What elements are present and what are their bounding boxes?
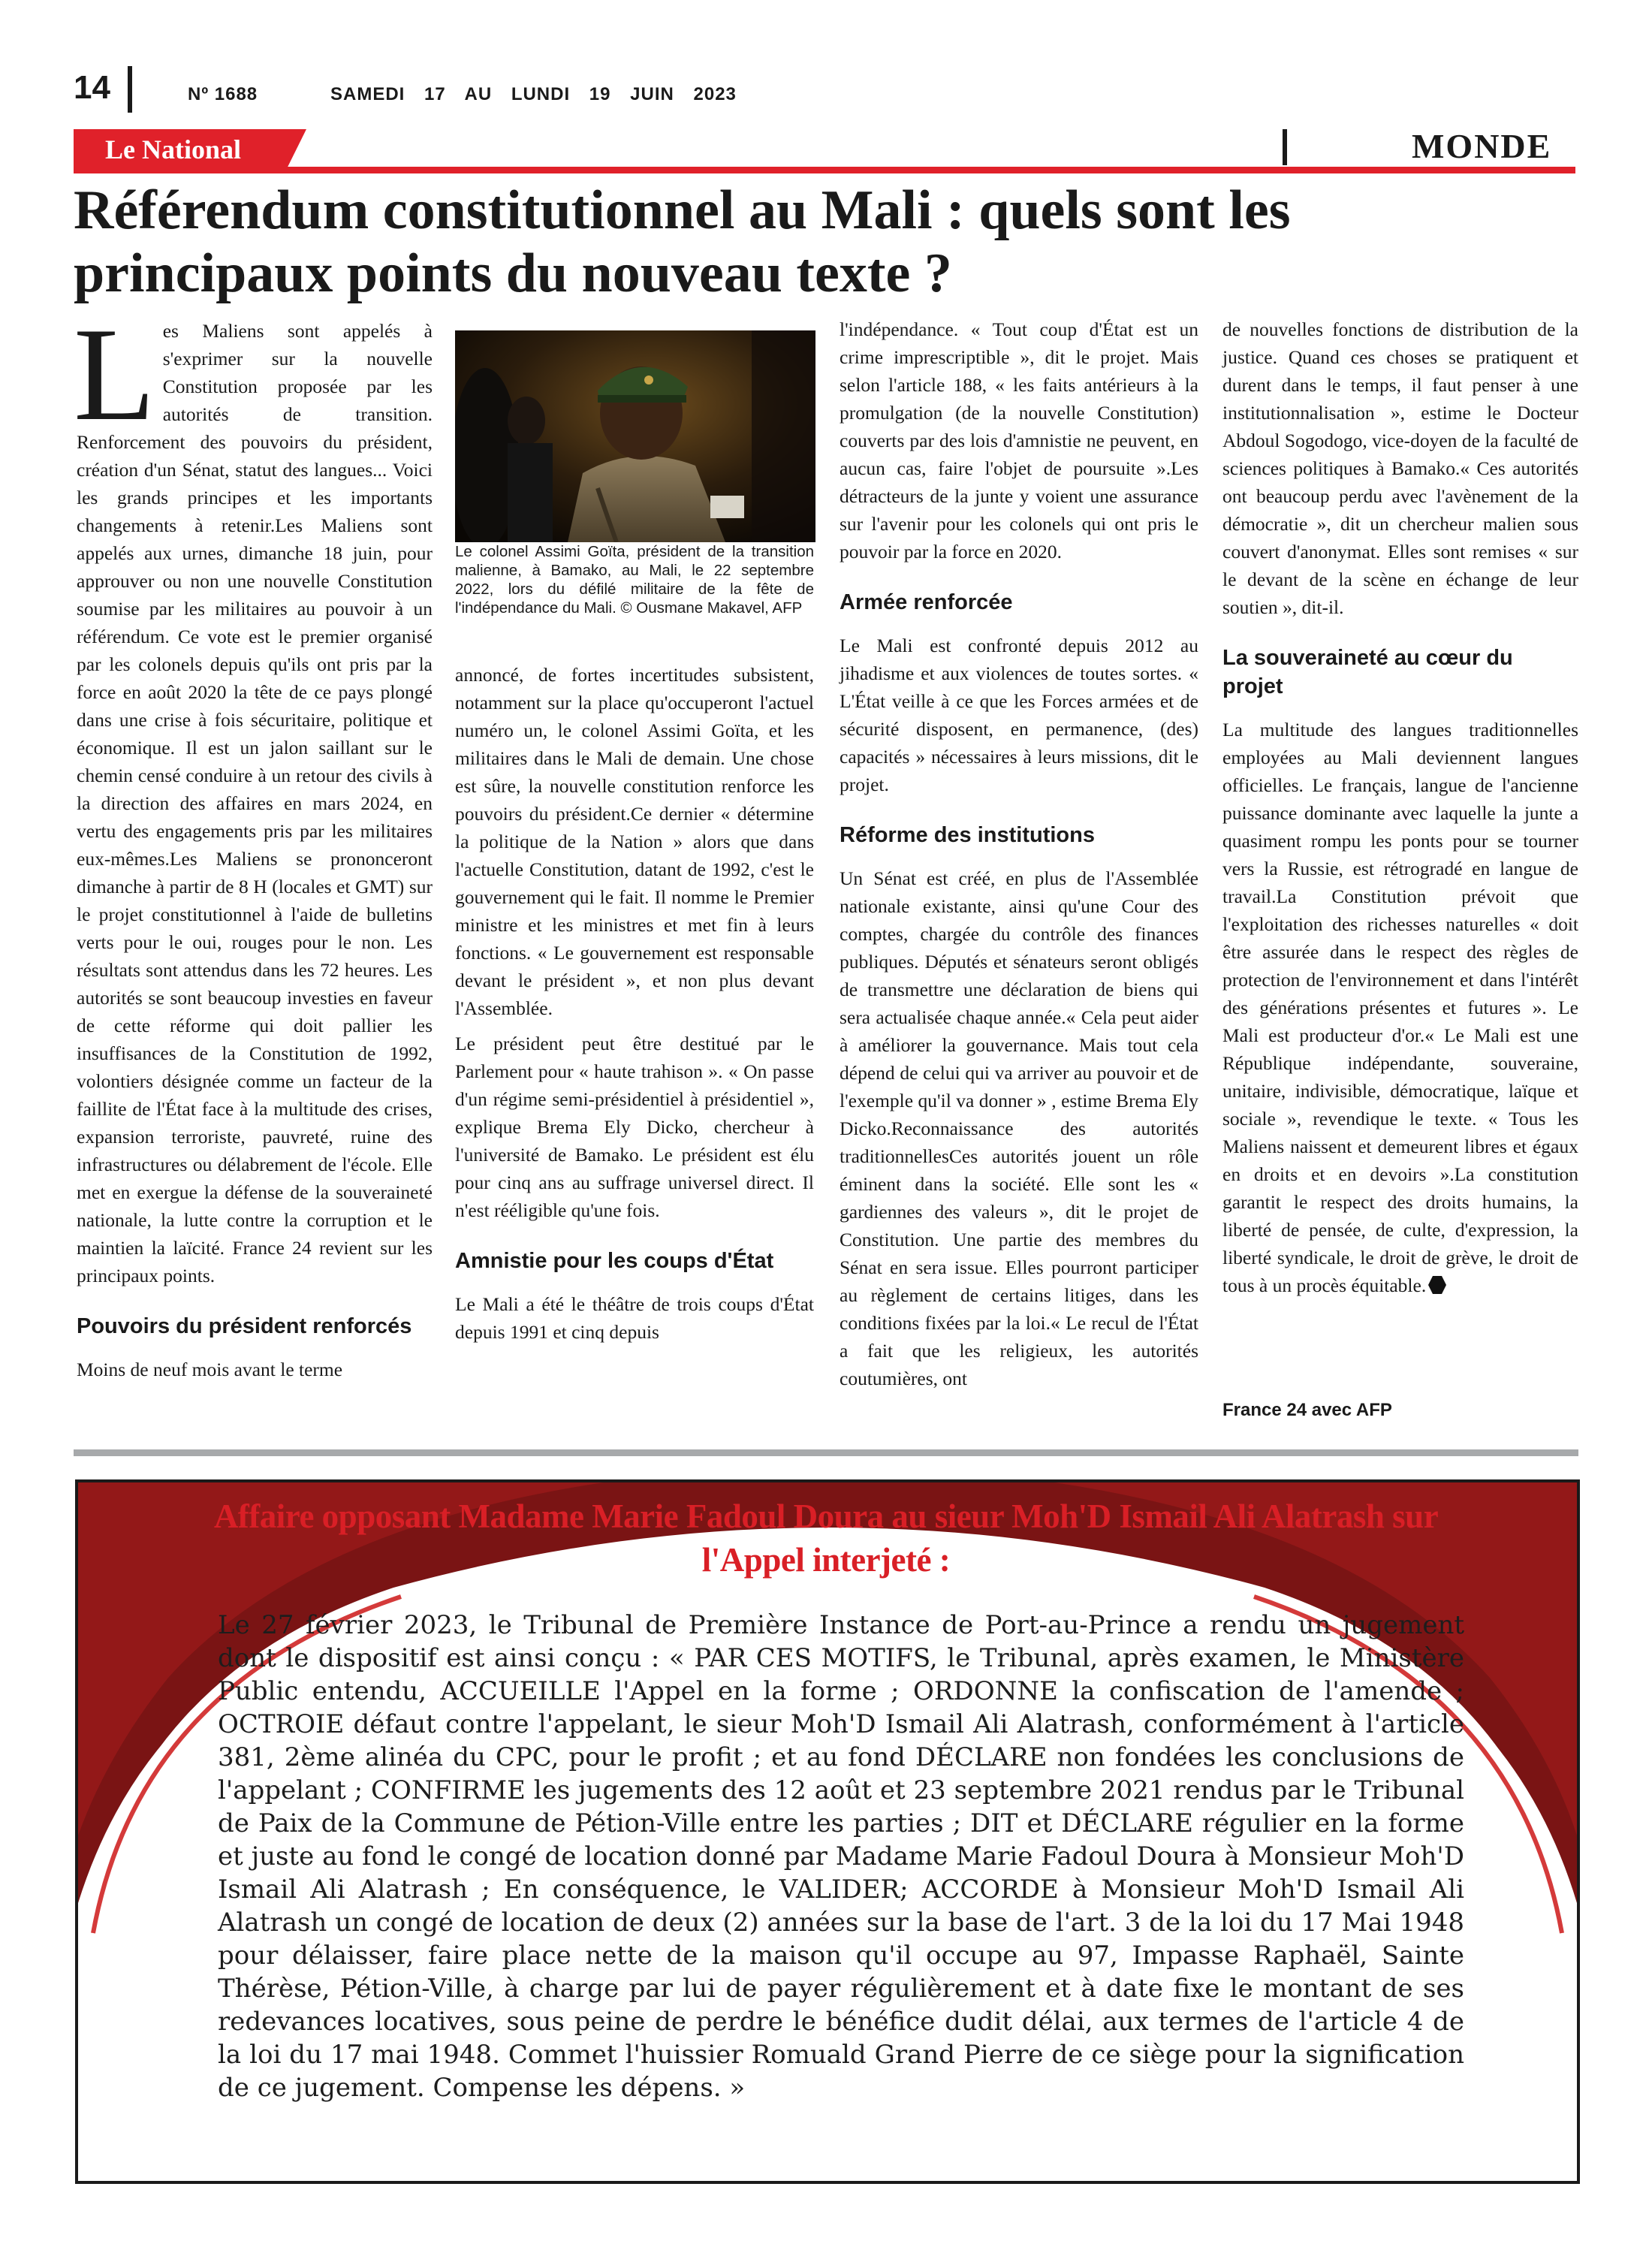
subheading-institutions: Réforme des institutions <box>840 823 1095 847</box>
subheading-armee: Armée renforcée <box>840 590 1013 614</box>
article-signature: France 24 avec AFP <box>1222 1400 1392 1420</box>
subheading-amnistie: Amnistie pour les coups d'État <box>455 1249 774 1273</box>
section-separator <box>74 1449 1578 1456</box>
intro-text: es Maliens sont appelés à s'exprimer sur la nouvelle Constitution proposée par les autorités de transition. Renforcement des pouvoirs du président, création d'un Sénat, statut des langues... Voici les grands principes et les importants changements à retenir.Les Maliens sont appelés aux urnes, dimanche 18 juin, pour approuver ou non une nouvelle Constitution soumise par les militaires au pouvoir à un référendum. Ce vote est le premier organisé par les colonels depuis qu'ils ont pris par la force en août 2020 la tête de ce pays plongé dans une crise à fois sécuritaire, politique et économique. Il est un jalon saillant sur le chemin censé conduire à un retour des civils à la direction des affaires en mars 2024, en vertu des engagements pris par les militaires eux-mêmes.Les Maliens se prononceront dimanche à partir de 8 H (locales et GMT) sur le projet constitutionnel à l'aide de bulletins verts pour le oui, rouges pour le non. Les résultats sont attendus dans les 72 heures. Les autorités se sont beaucoup investies en faveur de cette réforme qui doit pallier les insuffisances de la Constitution de 1992, volontiers désignée comme un facteur de la faillite de l'État face à la multitude des crises, expansion terroriste, pauvreté, ruine des infrastructures ou délabrement de l'école. Elle met en exergue la défense de la souveraineté nationale, la lutte contre la corruption et le maintien la laïcité. France 24 revient sur les principaux points. <box>77 320 433 1286</box>
photo-caption: Le colonel Assimi Goïta, président de la transition malienne, à Bamako, au Mali, le 22 septembre 2022, lors du défilé militaire de la fête de l'indépendance du Mali. © Ousmane Makavel, AFP <box>455 543 814 617</box>
subheading-pouvoirs: Pouvoirs du président renforcés <box>77 1314 412 1338</box>
article-headline: Référendum constitutionnel au Mali : quels sont les principaux points du nouveau texte ? <box>74 179 1291 304</box>
drop-cap: L <box>74 300 155 448</box>
article-column-3 <box>840 315 1198 1400</box>
end-mark-icon <box>1427 1275 1447 1295</box>
article-column-4 <box>1222 315 1578 1307</box>
subheading-souverainete: La souveraineté au cœur du projet <box>1222 646 1513 698</box>
paragraph: Un Sénat est créé, en plus de l'Assemblée nationale existante, ainsi qu'une Cour des comptes, chargée du contrôle des finances publiques. Députés et sénateurs seront obligés de transmettre une déclaration de biens qui sera actualisée chaque année.« Cela peut aider à améliorer la gouvernance. Mais tout cela dépend de celui qui va arriver au pouvoir et de l'exemple qu'il va donner » , estime Brema Ely Dicko.Reconnaissance des autorités traditionnellesCes autorités jouent un rôle éminent dans la société. Elle sont les « gardiennes des valeurs », dit le projet de Constitution. Une partie des membres du Sénat en sera issue. Elles pourront participer au règlement de certains litiges, dans les conditions fixées par la loi.« Le recul de l'État a fait que les religieux, les autorités coutumières, ont <box>840 867 1198 1389</box>
paragraph <box>1222 716 1578 1299</box>
section-divider <box>1283 129 1287 165</box>
paragraph: de nouvelles fonctions de distribution de la justice. Quand ces choses se pratiquent et durent dans le temps, il faut penser à une institutionnalisation », estime le Docteur Abdoul Sogodogo, vice-doyen de la faculté de sciences politiques à Bamako.« Ces autorités ont beaucoup perdu avec l'avènement de la démocratie », dit un chercheur malien sous couvert d'anonymat. Elles sont remises « sur le devant de la scène en échange de leur soutien », dit-il. <box>1222 318 1578 618</box>
article-column-1 <box>74 300 433 1391</box>
paragraph: Le Mali a été le théâtre de trois coups d'État depuis 1991 et cinq depuis <box>455 1293 814 1343</box>
intro-paragraph <box>74 300 433 1289</box>
article-photo <box>455 330 815 542</box>
paragraph: Le Mali est confronté depuis 2012 au jihadisme et aux violences de toutes sortes. « L'État veille à ce que les Forces armées et de sécurité disposent, en permanence, (des) capacités » nécessaires à leurs missions, dit le projet. <box>840 635 1198 795</box>
paragraph: Le président peut être destitué par le Parlement pour « haute trahison ». « On passe d'un régime semi-présidentiel à présidentiel », explique Brema Ely Dicko, chercheur à l'université de Bamako. Le président est élu pour cinq ans au suffrage universel direct. Il n'est rééligible qu'une fois. <box>455 1033 814 1221</box>
page-number: 14 <box>74 69 110 106</box>
photo-colonel-image <box>455 330 815 542</box>
paragraph: Moins de neuf mois avant le terme <box>77 1359 343 1380</box>
section-title: MONDE <box>1412 127 1552 165</box>
notice-body: Le 27 février 2023, le Tribunal de Première Instance de Port-au-Prince a rendu un jugement dont le dispositif est ainsi conçu : « PAR CES MOTIFS, le Tribunal, après examen, le Ministère Public entendu, ACCUEILLE l'Appel en la forme ; ORDONNE la confiscation de l'amende ; OCTROIE défaut contre l'appelant, le sieur Moh'D Ismail Ali Alatrash, conformément à l'article 381, 2ème alinéa du CPC, pour le profit ; et au fond DÉCLARE non fondées les conclusions de l'appelant ; CONFIRME les jugements des 12 août et 23 septembre 2021 rendus par le Tribunal de Paix de la Commune de Pétion-Ville entre les parties ; DIT et DÉCLARE régulier en la forme et juste au fond le congé de location donné par Madame Marie Fadoul Doura à Monsieur Moh'D Ismail Ali Alatrash ; En conséquence, le VALIDER; ACCORDE à Monsieur Moh'D Ismail Ali Alatrash un congé de location de deux (2) années sur la base de l'art. 3 de la loi du 17 Mai 1948 pour délaisser, faire place nette de la maison qu'il occupe au 97, Impasse Raphaël, Sainte Thérèse, Pétion-Ville, à charge par lui de payer régulièrement et à date fixe le montant de ses redevances locatives, sous peine de perdre le bénéfice dudit délai, aux termes de l'article 4 de la loi du 17 mai 1948. Commet l'huissier Romuald Grand Pierre de ce siège pour la signification de ce jugement. Compense les dépens. » <box>218 1610 1464 2103</box>
page-number-divider <box>128 66 132 113</box>
issue-date: SAMEDI 17 AU LUNDI 19 JUIN 2023 <box>330 84 737 104</box>
paragraph-text: La multitude des langues traditionnelles employées au Mali deviennent langues officielles. Le français, langue de l'ancienne puissance dominante avec laquelle la junte a quasiment rompu les ponts pour se tourner vers la Russie, est rétrogradé en langue de travail.La Constitution prévoit que l'exploitation des richesses naturelles « doit être assurée dans le respect des règles de protection de l'environnement et dans l'intérêt des générations présentes et futures ». Le Mali est producteur d'or.« Le Mali est une République indépendante, souveraine, unitaire, indivisible, démocratique, laïque et sociale », revendique le texte. « Tous les Maliens naissent et demeurent libres et égaux en droits et en devoirs ».La constitution garantit le respect des droits humains, la liberté de pensée, de culte, d'expression, la liberté syndicale, le droit de grève, le droit de tous à un procès équitable. <box>1222 719 1578 1296</box>
article-column-2 <box>455 661 814 1353</box>
header-rule <box>74 167 1575 173</box>
notice-title: Affaire opposant Madame Marie Fadoul Doura au sieur Moh'D Ismail Ali Alatrash sur l'Appel interjeté : <box>213 1497 1439 1579</box>
brand-name: Le National <box>105 134 242 164</box>
paragraph: annoncé, de fortes incertitudes subsistent, notamment sur la place qu'occuperont l'actuel numéro un, le colonel Assimi Goïta, et les militaires dans le Mali de demain. Une chose est sûre, la nouvelle constitution renforce les pouvoirs du président.Ce dernier « détermine la politique de la Nation » alors que dans l'actuelle Constitution, datant de 1992, c'est le gouvernement qui le fait. Il nomme le Premier ministre et les ministres et met fin à leurs fonctions. « Le gouvernement est responsable devant le président », et non plus devant l'Assemblée. <box>455 664 814 1019</box>
paragraph: l'indépendance. « Tout coup d'État est un crime imprescriptible », dit le projet. Mais selon l'article 188, « les faits antérieurs à la promulgation (de la nouvelle Constitution) couverts par des lois d'amnistie ne peuvent, en aucun cas, faire l'objet de poursuite ».Les détracteurs de la junte y voient une assurance sur l'avenir pour les colonels qui ont pris le pouvoir par la force en 2020. <box>840 318 1198 562</box>
issue-number: Nº 1688 <box>188 84 258 104</box>
